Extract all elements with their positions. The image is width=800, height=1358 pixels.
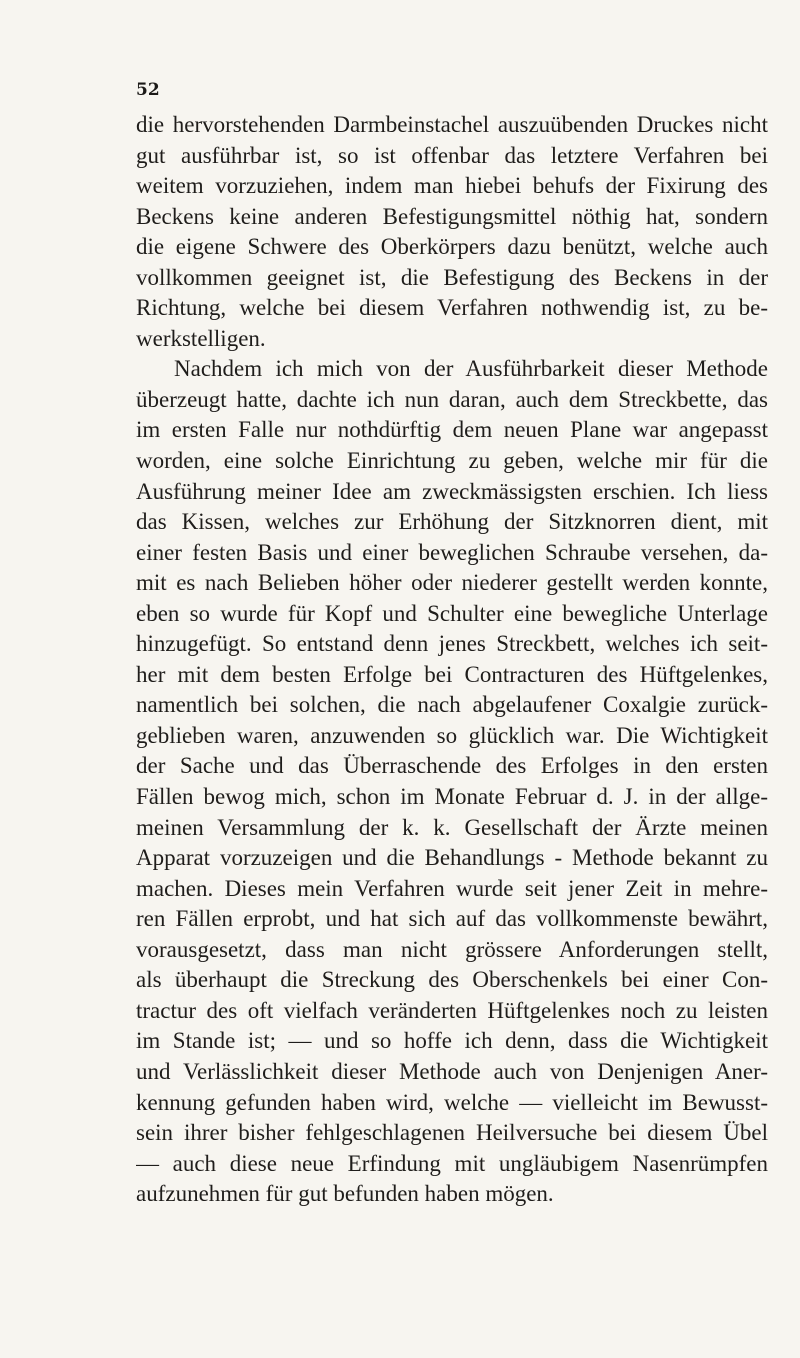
text-line: im Stande ist; — und so hoffe ich denn, dass die Wichtigkeit [136,1028,768,1054]
text-line: das Kissen, welches zur Erhöhung der Sitzknorren dient, mit [136,509,768,535]
text-line: die hervorstehenden Darmbeinstachel auszuübenden Druckes nicht [136,112,768,137]
paragraph [136,110,768,354]
text-line: vorausgesetzt, dass man nicht grössere Anforderungen stellt, [136,936,768,962]
text-line: und Verlässlichkeit dieser Methode auch von Denjenigen Aner- [136,1058,768,1084]
text-line: her mit dem besten Erfolge bei Contracturen des Hüftgelenkes, [136,661,768,687]
text-line: aufzunehmen für gut befunden haben mögen. [136,1181,554,1207]
text-line: mit es nach Belieben höher oder niederer gestellt werden konnte, [136,570,768,596]
text-line: worden, eine solche Einrichtung zu geben, welche mir für die [136,448,768,474]
text-line: Nachdem ich mich von der Ausführbarkeit dieser Methode [174,356,768,382]
text-line: kennung gefunden haben wird, welche — vielleicht im Bewusst- [136,1089,768,1115]
text-line: überzeugt hatte, dachte ich nun daran, auch dem Streckbette, das [136,386,768,412]
text-line: tractur des oft vielfach veränderten Hüftgelenkes noch zu leisten [136,997,768,1023]
text-line: Richtung, welche bei diesem Verfahren nothwendig ist, zu be- [136,295,768,321]
text-line: Ausführung meiner Idee am zweckmässigsten erschien. Ich liess [136,478,768,504]
text-line: hinzugefügt. So entstand denn jenes Streckbett, welches ich seit- [136,631,768,657]
text-line: gut ausführbar ist, so ist offenbar das letztere Verfahren bei [136,142,768,168]
text-line: ren Fällen erprobt, und hat sich auf das vollkommenste bewährt, [136,906,768,932]
text-line: sein ihrer bisher fehlgeschlagenen Heilversuche bei diesem Übel [136,1120,768,1146]
text-line: einer festen Basis und einer beweglichen Schraube versehen, da- [136,539,768,565]
body-text [136,110,768,1210]
text-line: werkstelligen. [136,325,266,351]
text-line: der Sache und das Überraschende des Erfolges in den ersten [136,753,768,779]
text-line: weitem vorzuziehen, indem man hiebei behufs der Fixirung des [136,173,768,199]
text-line: Apparat vorzuzeigen und die Behandlungs - Methode bekannt zu [136,845,768,871]
text-line: eben so wurde für Kopf und Schulter eine bewegliche Unterlage [136,600,768,626]
text-line: die eigene Schwere des Oberkörpers dazu benützt, welche auch [136,234,768,260]
text-line: vollkommen geeignet ist, die Befestigung des Beckens in der [136,264,768,290]
text-line: als überhaupt die Streckung des Oberschenkels bei einer Con- [136,967,768,993]
text-line: meinen Versammlung der k. k. Gesellschaft der Ärzte meinen [136,814,768,840]
page-number: 52 [136,80,160,100]
text-line: Fällen bewog mich, schon im Monate Februar d. J. in der allge- [136,784,768,810]
text-line: namentlich bei solchen, die nach abgelaufener Coxalgie zurück- [136,692,768,718]
text-line: — auch diese neue Erfindung mit ungläubigem Nasenrümpfen [136,1150,768,1176]
text-line: Beckens keine anderen Befestigungsmittel nöthig hat, sondern [136,203,768,229]
text-line: machen. Dieses mein Verfahren wurde seit jener Zeit in mehre- [136,875,768,901]
text-line: geblieben waren, anzuwenden so glücklich war. Die Wichtigkeit [136,722,768,748]
text-line: im ersten Falle nur nothdürftig dem neuen Plane war angepasst [136,417,768,443]
paragraph [136,354,768,1209]
